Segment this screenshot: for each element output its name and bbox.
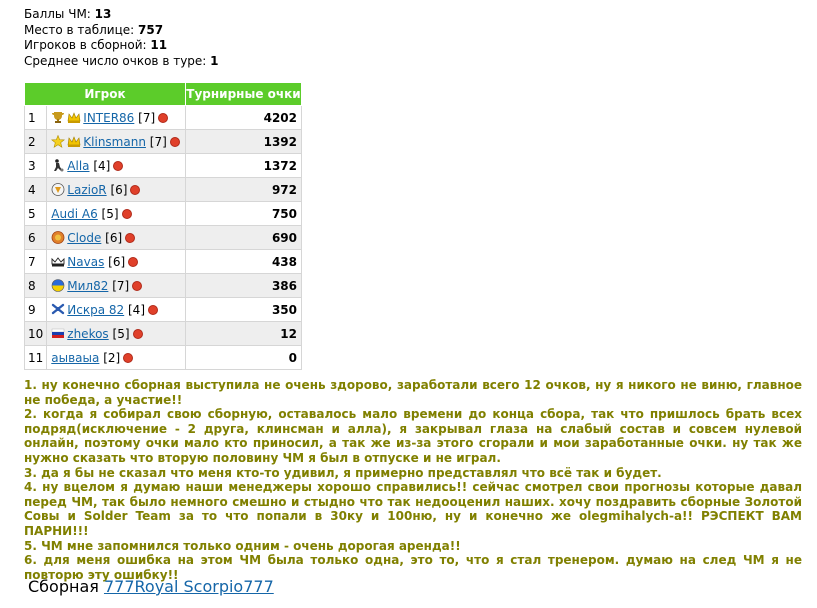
- player-level: [2]: [103, 350, 121, 365]
- status-dot-icon: [128, 257, 138, 267]
- rank-number: 10: [25, 322, 47, 346]
- tournament-points: 350: [186, 298, 302, 322]
- table-row: [25, 154, 302, 178]
- player-link[interactable]: Alla: [67, 158, 90, 173]
- status-dot-icon: [130, 185, 140, 195]
- player-level: [6]: [108, 254, 126, 269]
- status-dot-icon: [113, 161, 123, 171]
- player-cell: [47, 346, 186, 370]
- status-dot-icon: [158, 113, 168, 123]
- club-badge-icon: [51, 303, 65, 316]
- rank-number: 1: [25, 106, 47, 130]
- player-cell: [47, 154, 186, 178]
- player-level: [4]: [128, 302, 145, 317]
- status-dot-icon: [132, 281, 142, 291]
- table-row: [25, 202, 302, 226]
- stat-table-place: Место в таблице: 757: [24, 22, 164, 37]
- status-dot-icon: [122, 209, 132, 219]
- team-link[interactable]: 777Royal Scorpio777: [103, 577, 274, 596]
- players-table: [24, 82, 302, 370]
- trophy-icon: [51, 111, 65, 124]
- crown-icon: [67, 135, 81, 148]
- crown-icon: [67, 111, 81, 124]
- tournament-points: 438: [186, 250, 302, 274]
- tournament-points: 972: [186, 178, 302, 202]
- answer-5: 5. ЧМ мне запомнился только одним - очень дорогая аренда!!: [24, 538, 461, 553]
- tournament-points: 1372: [186, 154, 302, 178]
- player-cell: [47, 226, 186, 250]
- player-level: [7]: [149, 134, 167, 149]
- tournament-points: 386: [186, 274, 302, 298]
- emblem-icon: [51, 231, 65, 244]
- stat-players-count: Игроков в сборной: 11: [24, 38, 168, 52]
- player-link[interactable]: Klinsmann: [83, 134, 146, 149]
- player-cell: [47, 298, 186, 322]
- rank-number: 11: [25, 346, 47, 370]
- interview-answers: [24, 378, 802, 582]
- player-link[interactable]: INTER86: [83, 110, 135, 125]
- rank-number: 8: [25, 274, 47, 298]
- table-row: [25, 250, 302, 274]
- player-cell: [47, 178, 186, 202]
- tournament-points: 690: [186, 226, 302, 250]
- player-cell: [47, 250, 186, 274]
- player-link[interactable]: zhekos: [67, 326, 109, 341]
- answer-2: 2. когда я собирал свою сборную, оставалось мало времени до конца сбора, так что пришлось брать всех подряд(исключение - 2 друга, клинсман и алла), я закрывал глаза на слабый состав и совсем нулевой онлайн, поэтому очки мало кто приносил, а так же из-за этого сгорали и мои заработанные очки. ну так же нужно сказать что вторую половину ЧМ я был в отпуске и не играл.: [24, 407, 802, 465]
- table-row: [25, 106, 302, 130]
- rank-number: 5: [25, 202, 47, 226]
- table-row: [25, 346, 302, 370]
- player-level: [5]: [101, 206, 119, 221]
- table-row: [25, 178, 302, 202]
- status-dot-icon: [133, 329, 143, 339]
- status-dot-icon: [170, 137, 180, 147]
- rank-number: 9: [25, 298, 47, 322]
- tournament-points: 0: [186, 346, 302, 370]
- player-cell: [47, 130, 186, 154]
- player-link[interactable]: Искра 82: [67, 302, 125, 317]
- star-icon: [51, 135, 65, 148]
- player-level: [7]: [138, 110, 156, 125]
- rank-number: 2: [25, 130, 47, 154]
- answer-1: 1. ну конечно сборная выступила не очень здорово, заработали всего 12 очков, ну я никого не виню, главное не победа, а участие!!: [24, 378, 802, 407]
- column-header-points: Турнирные очки: [186, 83, 302, 106]
- stat-average-points: Среднее число очков в туре: 1: [24, 53, 219, 68]
- player-level: [6]: [110, 182, 128, 197]
- queen-icon: [51, 255, 65, 268]
- team-line: [28, 577, 274, 596]
- tournament-points: 1392: [186, 130, 302, 154]
- table-row: [25, 226, 302, 250]
- rank-number: 6: [25, 226, 47, 250]
- table-row: [25, 130, 302, 154]
- tournament-points: 750: [186, 202, 302, 226]
- player-cell: [47, 322, 186, 346]
- rank-number: 4: [25, 178, 47, 202]
- player-level: [5]: [112, 326, 130, 341]
- rank-number: 7: [25, 250, 47, 274]
- answer-6: 6. для меня ошибка на этом ЧМ была только одна, это то, что я стал тренером. думаю на след ЧМ я не повторю эту ошибку!!: [24, 553, 802, 582]
- player-link[interactable]: Clode: [67, 230, 102, 245]
- player-link[interactable]: LazioR: [67, 182, 107, 197]
- player-cell: [47, 202, 186, 226]
- player-cell: [47, 106, 186, 130]
- status-dot-icon: [148, 305, 158, 315]
- player-link[interactable]: аываыа: [51, 350, 100, 365]
- player-level: [7]: [112, 278, 130, 293]
- flag-icon: [51, 327, 65, 340]
- player-link[interactable]: Audi A6: [51, 206, 98, 221]
- player-level: [6]: [105, 230, 123, 245]
- ukraine-ball-icon: [51, 279, 65, 292]
- player-level: [4]: [93, 158, 111, 173]
- player-link[interactable]: Navas: [67, 254, 105, 269]
- status-dot-icon: [123, 353, 133, 363]
- player-link[interactable]: Мил82: [67, 278, 109, 293]
- status-dot-icon: [125, 233, 135, 243]
- tournament-points: 12: [186, 322, 302, 346]
- stat-world-cup-points: Баллы ЧМ: 13: [24, 7, 112, 21]
- team-stats: [24, 7, 219, 69]
- table-row: [25, 298, 302, 322]
- table-row: [25, 274, 302, 298]
- answer-3: 3. да я бы не сказал что меня кто-то удивил, я примерно представлял что всё так и будет.: [24, 465, 662, 480]
- team-label: Сборная: [28, 577, 99, 596]
- table-row: [25, 322, 302, 346]
- club-logo-icon: [51, 183, 65, 196]
- footballer-icon: [51, 159, 65, 172]
- table-header-row: [25, 83, 302, 106]
- rank-number: 3: [25, 154, 47, 178]
- column-header-player: Игрок: [25, 83, 186, 106]
- tournament-points: 4202: [186, 106, 302, 130]
- player-cell: [47, 274, 186, 298]
- answer-4: 4. ну вцелом я думаю наши менеджеры хорошо справились!! сейчас смотрел свои прогнозы которые давал перед ЧМ, так было немного смешно и стыдно что так недооценил наших. хочу поздравить сборные Золотой Совы и Solder Team за то что попали в 30ку и 100ню, ну и конечно же olegmihalych-а!! РЭСПЕКТ ВАМ ПАРНИ!!!: [24, 480, 802, 538]
